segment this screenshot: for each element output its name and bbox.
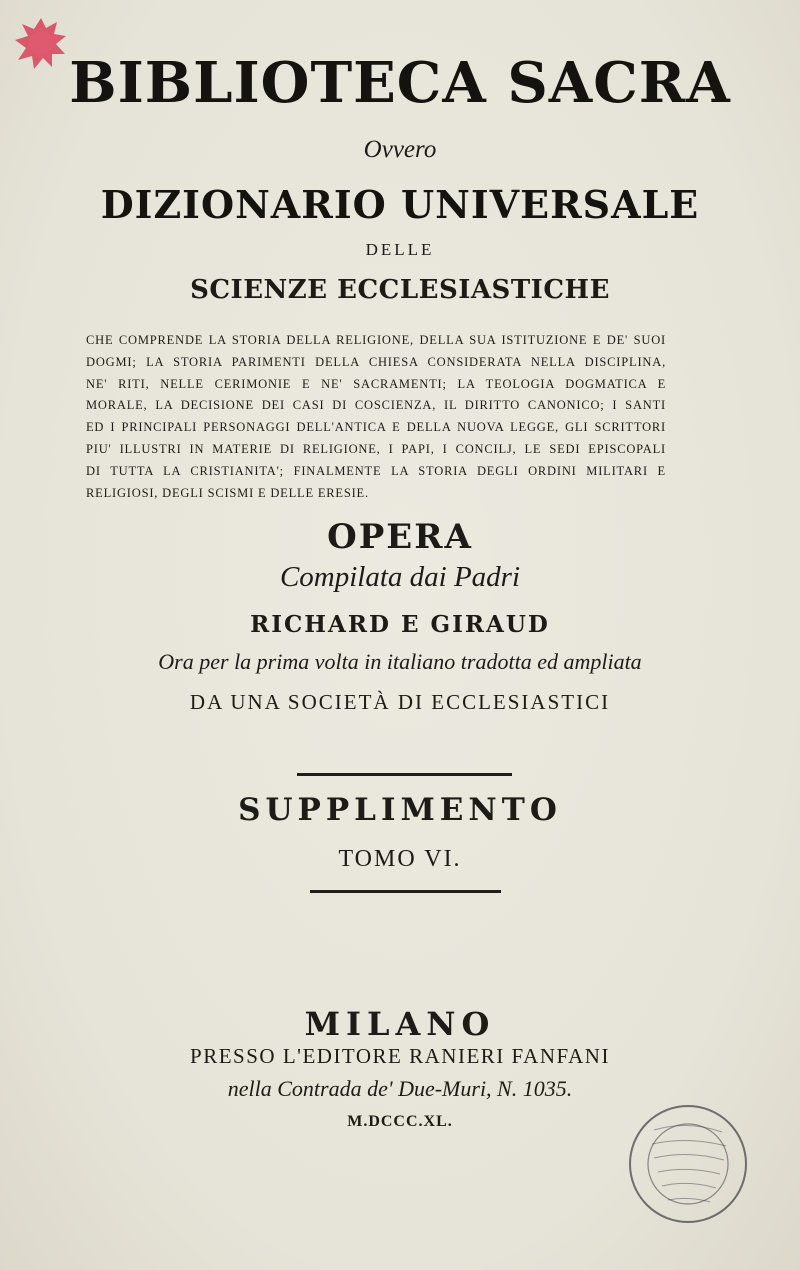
imprint-year: M.DCCC.XL. xyxy=(347,1113,453,1130)
translator: DA UNA SOCIETÀ DI ECCLESIASTICI xyxy=(189,690,611,714)
divider-bottom xyxy=(310,890,501,893)
title-conjunction: Ovvero xyxy=(363,136,437,163)
description-line: RELIGIOSI, DEGLI SCISMI E DELLE ERESIE. xyxy=(86,485,369,500)
subtitle: DIZIONARIO UNIVERSALE xyxy=(100,182,700,227)
description-line: MORALE, LA DECISIONE DEI CASI DI COSCIENZA, IL DIRITTO CANONICO; I SANTI xyxy=(86,398,666,413)
description-line: ED I PRINCIPALI PERSONAGGI DELL'ANTICA E DELLA NUOVA LEGGE, GLI SCRITTORI xyxy=(86,420,666,435)
description-line: NE' RITI, NELLE CERIMONIE E NE' SACRAMENTI; LA TEOLOGIA DOGMATICA E xyxy=(86,376,666,391)
imprint-city: MILANO xyxy=(304,1005,496,1043)
subtitle-sciences: SCIENZE ECCLESIASTICHE xyxy=(190,275,610,305)
translation-note: Ora per la prima volta in italiano tradotta ed ampliata xyxy=(158,649,642,674)
description-line: DI TUTTA LA CRISTIANITA'; FINALMENTE LA STORIA DEGLI ORDINI MILITARI E xyxy=(86,463,666,478)
title-delle: DELLE xyxy=(365,240,435,259)
work-label: OPERA xyxy=(327,517,473,557)
volume-number: TOMO VI. xyxy=(338,846,462,872)
authors: RICHARD E GIRAUD xyxy=(250,611,550,638)
compiled-by: Compilata dai Padri xyxy=(279,561,521,593)
divider-top xyxy=(297,773,512,776)
description-paragraph xyxy=(86,330,666,504)
imprint-publisher: PRESSO L'EDITORE RANIERI FANFANI xyxy=(190,1044,610,1068)
supplement-heading: SUPPLIMENTO xyxy=(238,792,562,828)
library-stamp xyxy=(624,1100,752,1228)
description-line: CHE COMPRENDE LA STORIA DELLA RELIGIONE, DELLA SUA ISTITUZIONE E DE' SUOI xyxy=(86,333,666,347)
description-line: DOGMI; LA STORIA PARIMENTI DELLA CHIESA CONSIDERATA NELLA DISCIPLINA, xyxy=(86,354,666,369)
description-line: PIU' ILLUSTRI IN MATERIE DI RELIGIONE, I PAPI, I CONCILJ, LE SEDI EPISCOPALI xyxy=(86,441,666,456)
imprint-address: nella Contrada de' Due-Muri, N. 1035. xyxy=(227,1076,573,1101)
main-title: BIBLIOTECA SACRA xyxy=(69,50,731,116)
